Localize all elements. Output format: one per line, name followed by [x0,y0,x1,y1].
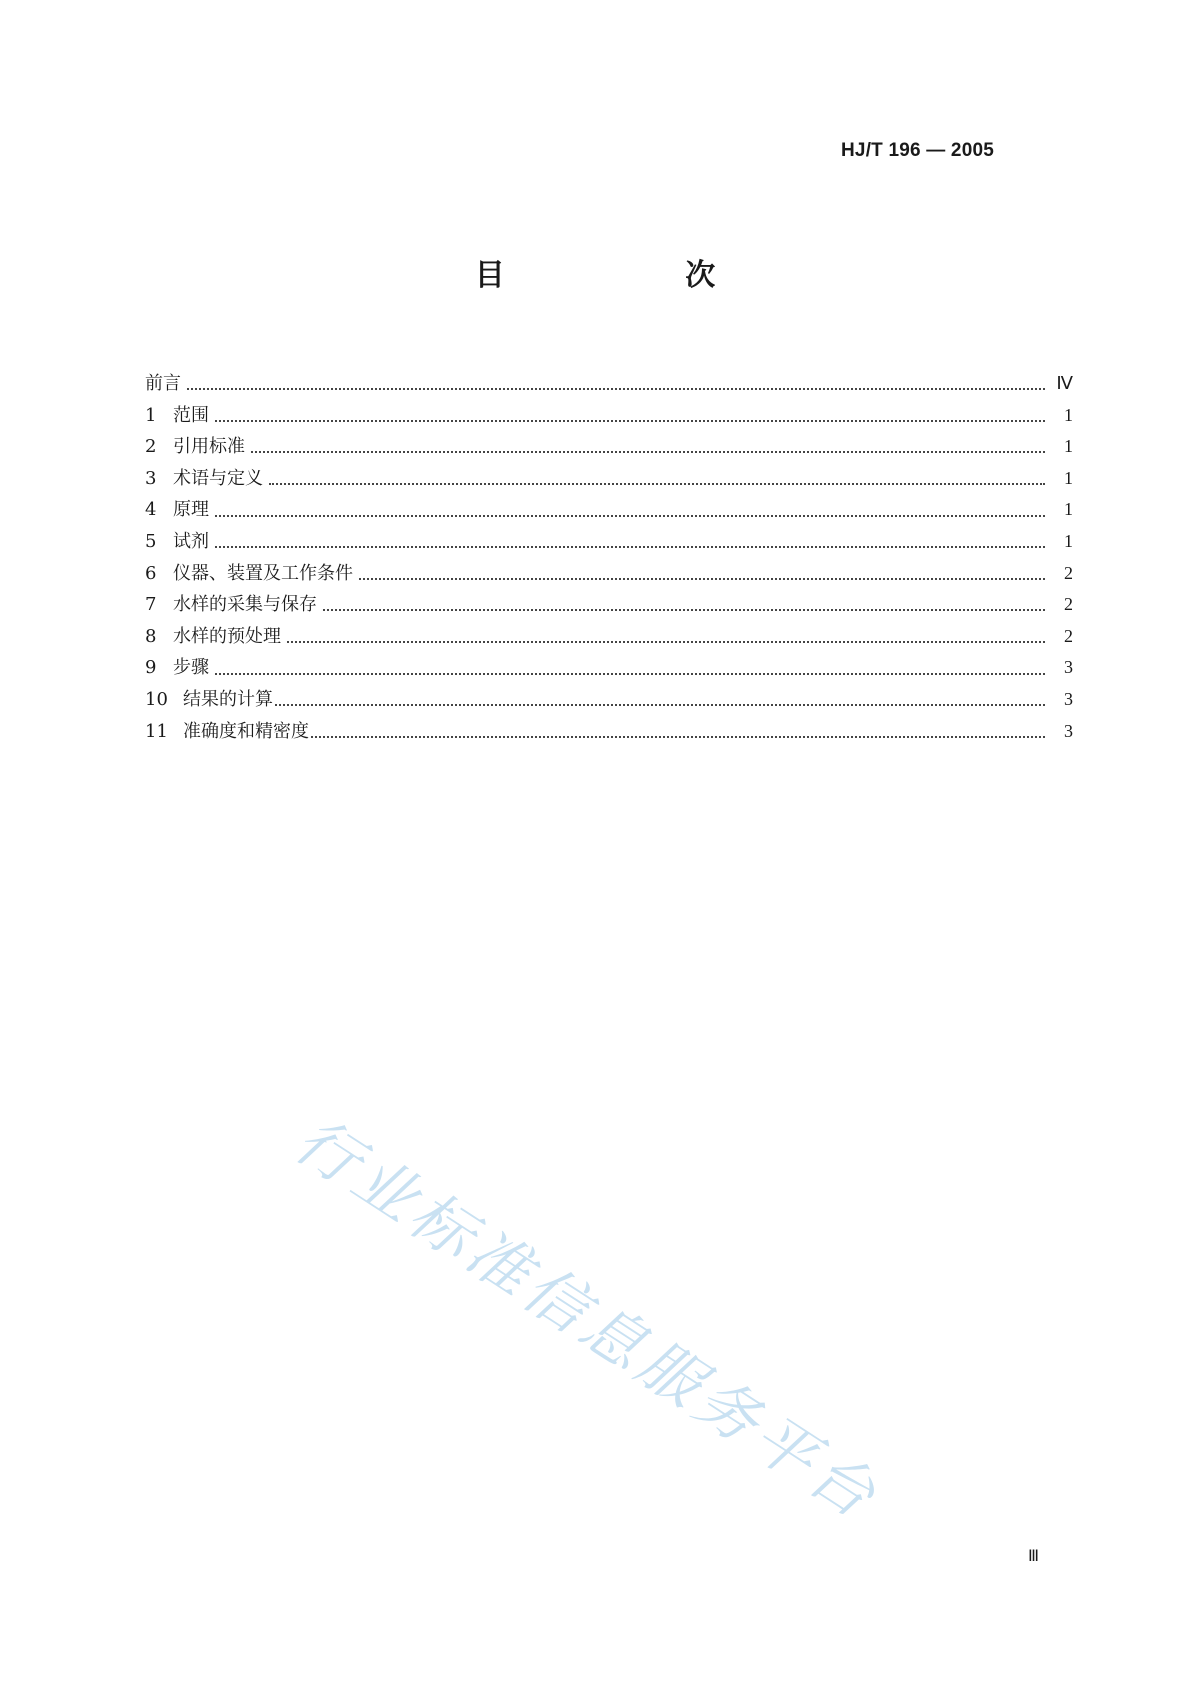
toc-label: 水样的采集与保存 [173,594,317,616]
toc-label: 术语与定义 [173,467,263,489]
toc-number: 9 [145,657,157,679]
dot-leader [215,514,1045,517]
toc-entry-foreword[interactable] [145,368,1073,400]
toc-number: 7 [145,594,157,616]
dot-leader [311,735,1045,738]
toc-number: 11 [145,720,168,742]
toc-entry-4[interactable] [145,494,1073,526]
dot-leader [359,577,1045,580]
toc-label: 结果的计算 [183,688,273,710]
toc-page-number: 3 [1064,720,1073,741]
toc-label: 步骤 [173,657,209,679]
toc-number: 5 [145,530,157,552]
page-number: Ⅲ [1028,1548,1040,1565]
table-of-contents [145,368,1073,747]
toc-page-number: 1 [1064,530,1073,551]
toc-entry-1[interactable] [145,400,1073,432]
toc-number: 1 [145,404,157,426]
page-title: 目 次 [474,258,801,293]
toc-entry-7[interactable] [145,589,1073,621]
toc-page-number: 2 [1064,562,1073,583]
toc-page-number: Ⅳ [1056,373,1073,393]
toc-page-number: 1 [1064,436,1073,457]
toc-label: 试剂 [173,530,209,552]
toc-entry-3[interactable] [145,463,1073,495]
toc-entry-8[interactable] [145,621,1073,653]
toc-label: 前言 [145,373,181,394]
dot-leader [251,450,1045,453]
toc-page-number: 2 [1064,625,1073,646]
toc-label: 范围 [173,404,209,426]
toc-label: 水样的预处理 [173,625,281,647]
toc-label: 仪器、装置及工作条件 [173,562,353,584]
toc-number: 3 [145,467,157,489]
toc-number: 10 [145,688,168,710]
toc-page-number: 1 [1064,499,1073,520]
toc-entry-10[interactable] [145,684,1073,716]
toc-page-number: 2 [1064,594,1073,615]
toc-label: 引用标准 [173,436,245,458]
dot-leader [287,640,1045,643]
toc-entry-2[interactable] [145,431,1073,463]
toc-entry-6[interactable] [145,558,1073,590]
toc-page-number: 1 [1064,467,1073,488]
toc-page-number: 3 [1064,688,1073,709]
toc-number: 8 [145,625,157,647]
toc-page-number: 3 [1064,657,1073,678]
toc-entry-11[interactable] [145,716,1073,748]
dot-leader [215,545,1045,548]
dot-leader [323,608,1045,611]
standard-code: HJ/T 196 — 2005 [841,140,994,161]
toc-number: 6 [145,562,157,584]
toc-entry-5[interactable] [145,526,1073,558]
dot-leader [275,703,1045,706]
toc-entry-9[interactable] [145,652,1073,684]
dot-leader [187,387,1045,390]
toc-number: 4 [145,499,157,521]
dot-leader [215,672,1045,675]
dot-leader [269,482,1045,485]
watermark: 行业标准信息服务平台 [282,1103,893,1535]
toc-label: 原理 [173,499,209,521]
toc-number: 2 [145,436,157,458]
toc-page-number: 1 [1064,404,1073,425]
dot-leader [215,419,1045,422]
toc-label: 准确度和精密度 [183,720,309,742]
